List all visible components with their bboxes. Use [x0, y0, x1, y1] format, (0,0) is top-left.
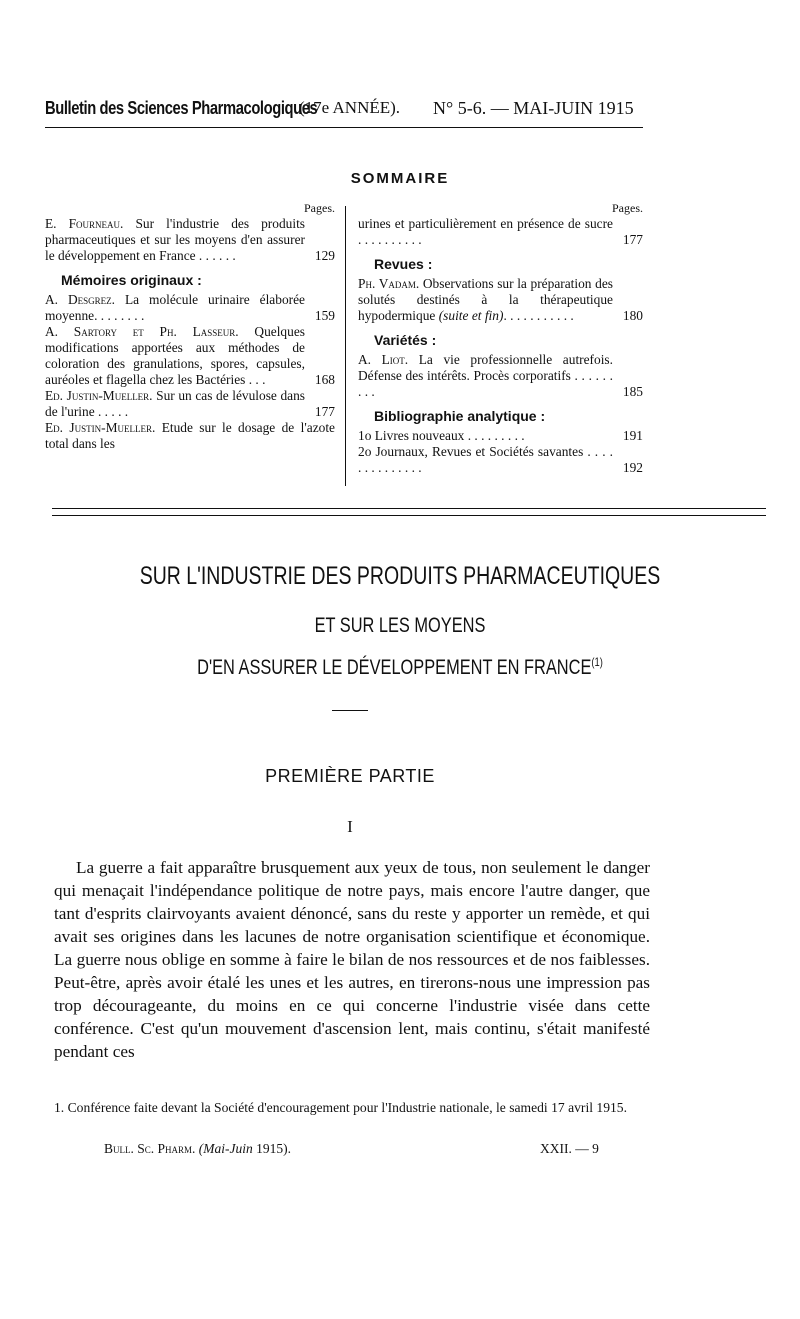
title-separator	[332, 710, 368, 711]
toc-page: 159	[314, 308, 335, 323]
journal-title: Bulletin des Sciences Pharmacologiques	[45, 98, 318, 118]
toc-left-column	[45, 200, 335, 452]
article-body	[54, 856, 650, 1063]
toc-entry	[358, 216, 643, 248]
toc-entry	[45, 216, 335, 264]
toc-author: A. Desgrez.	[45, 292, 115, 307]
toc-text: Observations sur la préparation des solutés destinés à la thérapeutique hypodermique	[358, 276, 613, 323]
toc-author: E. Fourneau.	[45, 216, 124, 231]
article-title-line3-text: D'EN ASSURER LE DÉVELOPPEMENT EN FRANCE	[197, 656, 592, 679]
toc-page: 192	[622, 460, 643, 475]
article-title-line1: SUR L'INDUSTRIE DES PRODUITS PHARMACEUTIQUES	[139, 562, 661, 590]
footnote-ref: (1)	[591, 655, 603, 669]
toc-text: Sur l'industrie des produits pharmaceutiques et sur les moyens d'en assurer le développement en France . . . . . .	[45, 216, 305, 263]
citation-suffix: 1915).	[256, 1141, 292, 1156]
toc-text: 1o Livres nouveaux . . . . . . . . .	[358, 428, 525, 443]
article-title-line2: ET SUR LES MOYENS	[314, 614, 486, 637]
footer-citation	[104, 1141, 291, 1157]
issue-number: N° 5-6. — MAI-JUIN 1915	[433, 98, 634, 118]
toc-page: 177	[314, 404, 335, 419]
toc-text: La vie professionnelle autrefois. Défense des intérêts. Procès corporatifs . . . . . . . . .	[358, 352, 613, 399]
paragraph: La guerre a fait apparaître brusquement aux yeux de tous, non seulement le danger qui menaçait l'indépendance politique de notre pays, mais encore l'autre danger, que tant d'esprits clairvoyants avaient dénoncé, sans du reste y apporter un remède, et qui avait ses origines dans les lacunes de notre organisation scientifique et économique. La guerre nous oblige en somme à faire le bilan de nos ressources et de nos faiblesses. Peut-être, après avoir étalé les unes et les autres, en tirerons-nous une impression pas trop décourageante, du moins en ce qui concerne l'industrie visée dans cette conférence. C'est qu'un mouvement d'ascension lent, mais continu, s'était manifesté pendant ces	[54, 858, 650, 1061]
toc-author: Ed. Justin-Mueller.	[45, 420, 156, 435]
toc-entry	[45, 324, 335, 388]
toc-text: Sur un cas de lévulose dans de l'urine . . . . .	[45, 388, 305, 419]
toc-section-heading: Bibliographie analytique :	[374, 408, 546, 424]
sheet-signature: XXII. — 9	[540, 1141, 599, 1156]
toc-page: 180	[622, 308, 643, 323]
toc-author: A. Liot.	[358, 352, 409, 367]
toc-right-column	[358, 200, 643, 476]
toc-section-heading: Revues :	[374, 256, 433, 272]
toc-entry	[358, 444, 643, 476]
toc-text: 2o Journaux, Revues et Sociétés savantes . . . . . . . . . . . . . .	[358, 444, 613, 475]
pages-label: Pages.	[612, 201, 643, 215]
toc-section-heading: Mémoires originaux :	[61, 272, 202, 288]
toc-page: 129	[314, 248, 335, 263]
part-heading: PREMIÈRE PARTIE	[265, 766, 435, 786]
column-divider	[345, 206, 346, 486]
article-title-line3	[119, 655, 681, 680]
header-rule	[45, 127, 643, 128]
running-head	[45, 98, 645, 128]
citation-prefix: Bull. Sc. Pharm.	[104, 1141, 196, 1156]
toc-text: urines et particulièrement en présence de sucre . . . . . . . . . .	[358, 216, 613, 247]
toc-entry	[358, 276, 643, 324]
toc-entry	[45, 292, 335, 324]
toc-author: Ph. Vadam.	[358, 276, 420, 291]
toc-entry	[45, 420, 335, 452]
sommaire-title: SOMMAIRE	[350, 170, 450, 187]
toc-text: Etude sur le dosage de l'azote total dans les	[45, 420, 335, 451]
toc-dots: . . . . . . . . . . .	[503, 308, 574, 323]
toc-page: 168	[314, 372, 335, 387]
toc-author: Ed. Justin-Mueller.	[45, 388, 153, 403]
chapter-number: I	[347, 817, 353, 836]
toc-page: 185	[622, 384, 643, 399]
toc-entry	[45, 388, 335, 420]
toc-entry	[358, 428, 643, 444]
toc-section-heading: Variétés :	[374, 332, 437, 348]
citation-italic: (Mai-Juin	[198, 1141, 253, 1156]
footnote: 1. Conférence faite devant la Société d'encouragement pour l'Industrie nationale, le samedi 17 avril 1915.	[54, 1100, 627, 1115]
toc-text: La molécule urinaire élaborée moyenne. . . . . . . .	[45, 292, 305, 323]
pages-label: Pages.	[304, 201, 335, 215]
toc-author: A. Sartory et Ph. Lasseur.	[45, 324, 239, 339]
toc-page: 191	[622, 428, 643, 443]
toc-page: 177	[622, 232, 643, 247]
journal-year: (17e ANNÉE).	[299, 98, 401, 117]
section-double-rule	[52, 508, 766, 516]
toc-entry	[358, 352, 643, 400]
toc-text: Quelques modifications apportées aux méthodes de coloration des granulations, spores, capsules, auréoles et flagella chez les Bactéries . . .	[45, 324, 305, 387]
toc-text-italic: (suite et fin)	[438, 308, 504, 323]
